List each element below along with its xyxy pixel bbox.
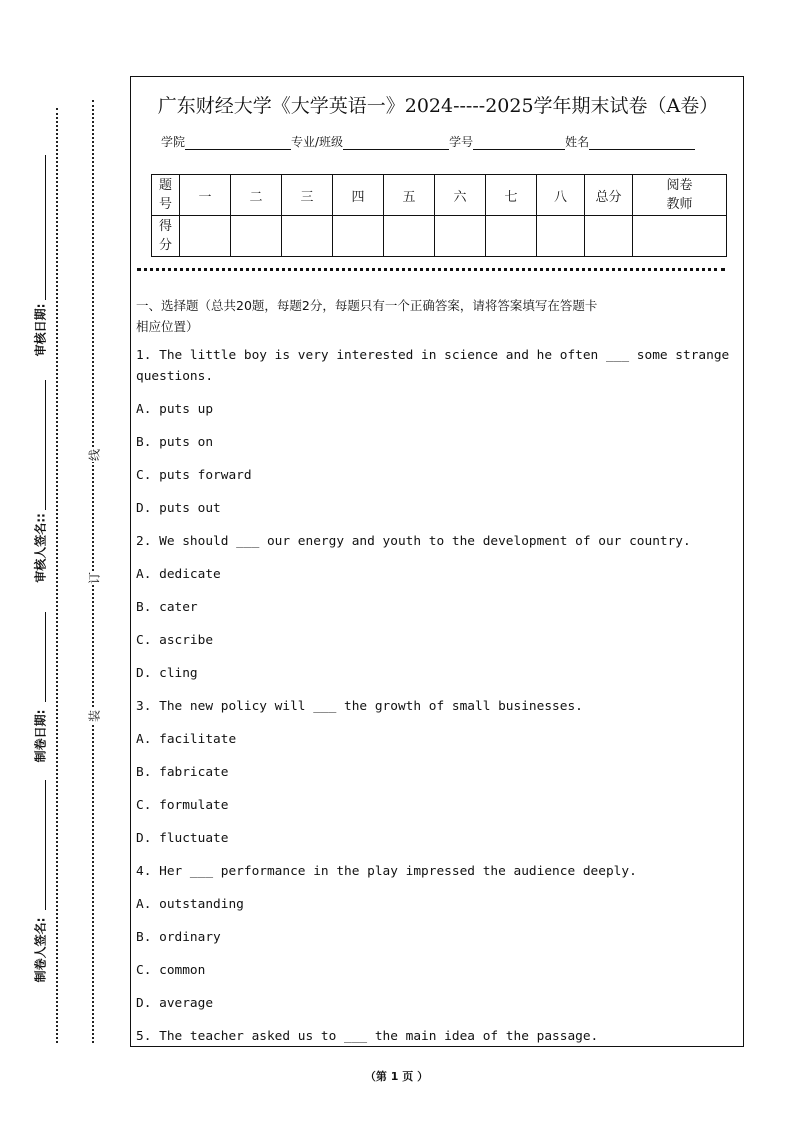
question-stem: 2. We should ___ our energy and youth to the development of our country. [136,534,691,549]
option-c: C. puts forward [136,468,252,483]
column-header: 一 [180,175,231,216]
column-header: 二 [231,175,282,216]
binding-char-bind: 装 [87,709,102,723]
score-cell[interactable] [231,216,282,257]
score-cell[interactable] [486,216,537,257]
total-score-header: 总分 [585,175,633,216]
option-a: A. facilitate [136,732,237,747]
option-c: C. formulate [136,798,229,813]
grader-cell[interactable] [633,216,727,257]
score-cell[interactable] [384,216,435,257]
question-stem: 3. The new policy will ___ the growth of small businesses. [136,699,583,714]
score-cell[interactable] [537,216,585,257]
column-header: 四 [333,175,384,216]
major-class-field[interactable] [343,137,449,150]
question-3 [136,696,742,849]
page-number: （第 1 页 ） [364,1070,429,1083]
score-table-score-row [152,216,727,257]
student-id-field[interactable] [473,137,565,150]
question-stem: 5. The teacher asked us to ___ the main idea of the passage. [136,1029,599,1044]
paper-date-label: 制卷日期: [33,709,48,763]
exam-body [136,295,742,1059]
grader-header: 阅卷 教师 [633,175,727,216]
option-a: A. dedicate [136,567,221,582]
total-score-cell[interactable] [585,216,633,257]
name-field[interactable] [589,137,695,150]
student-info-row [161,133,695,150]
binding-char-staple: 订 [87,571,102,585]
reviewer-signature-line [45,380,46,510]
score-row-header: 得 分 [152,216,180,257]
option-b: B. cater [136,600,198,615]
score-cell[interactable] [435,216,486,257]
question-stem: 4. Her ___ performance in the play impressed the audience deeply. [136,864,637,879]
student-id-label: 学号 [449,135,474,149]
option-d: D. cling [136,666,198,681]
option-b: B. puts on [136,435,214,450]
binding-char-line: 线 [87,448,102,462]
column-header: 七 [486,175,537,216]
option-b: B. ordinary [136,930,221,945]
column-header: 五 [384,175,435,216]
score-cell[interactable] [333,216,384,257]
college-field[interactable] [185,137,291,150]
score-table [151,174,727,257]
college-label: 学院 [161,135,186,149]
question-5 [136,1026,742,1047]
column-header: 三 [282,175,333,216]
option-d: D. average [136,996,214,1011]
column-header: 六 [435,175,486,216]
question-4 [136,861,742,1014]
score-table-header-row [152,175,727,216]
outer-dotted-line [56,108,58,1043]
question-stem: 1. The little boy is very interested in science and he often ___ some strange questions. [136,348,730,384]
option-c: C. ascribe [136,633,214,648]
exam-title: 广东财经大学《大学英语一》2024-----2025学年期末试卷（A卷） [157,95,719,117]
option-a: A. outstanding [136,897,244,912]
review-date-line [45,155,46,300]
option-c: C. common [136,963,206,978]
reviewer-signature-label: 审核人签名:: [33,513,48,583]
paper-maker-signature-label: 制卷人签名: [33,917,48,983]
paper-maker-signature-line [45,780,46,910]
name-label: 姓名 [565,135,590,149]
option-d: D. puts out [136,501,221,516]
option-d: D. fluctuate [136,831,229,846]
score-cell[interactable] [282,216,333,257]
major-class-label: 专业/班级 [291,135,344,149]
question-number-header: 题 号 [152,175,180,216]
section-heading: 一、选择题（总共20题，每题2分，每题只有一个正确答案，请将答案填写在答题卡 相应位置） [136,298,598,334]
paper-date-line [45,612,46,702]
column-header: 八 [537,175,585,216]
score-cell[interactable] [180,216,231,257]
review-date-label: 审核日期: [33,303,48,357]
option-b: B. fabricate [136,765,229,780]
question-1 [136,345,742,519]
exam-frame [130,76,744,1047]
dotted-separator [137,268,725,271]
question-2 [136,531,742,684]
option-a: A. puts up [136,402,214,417]
